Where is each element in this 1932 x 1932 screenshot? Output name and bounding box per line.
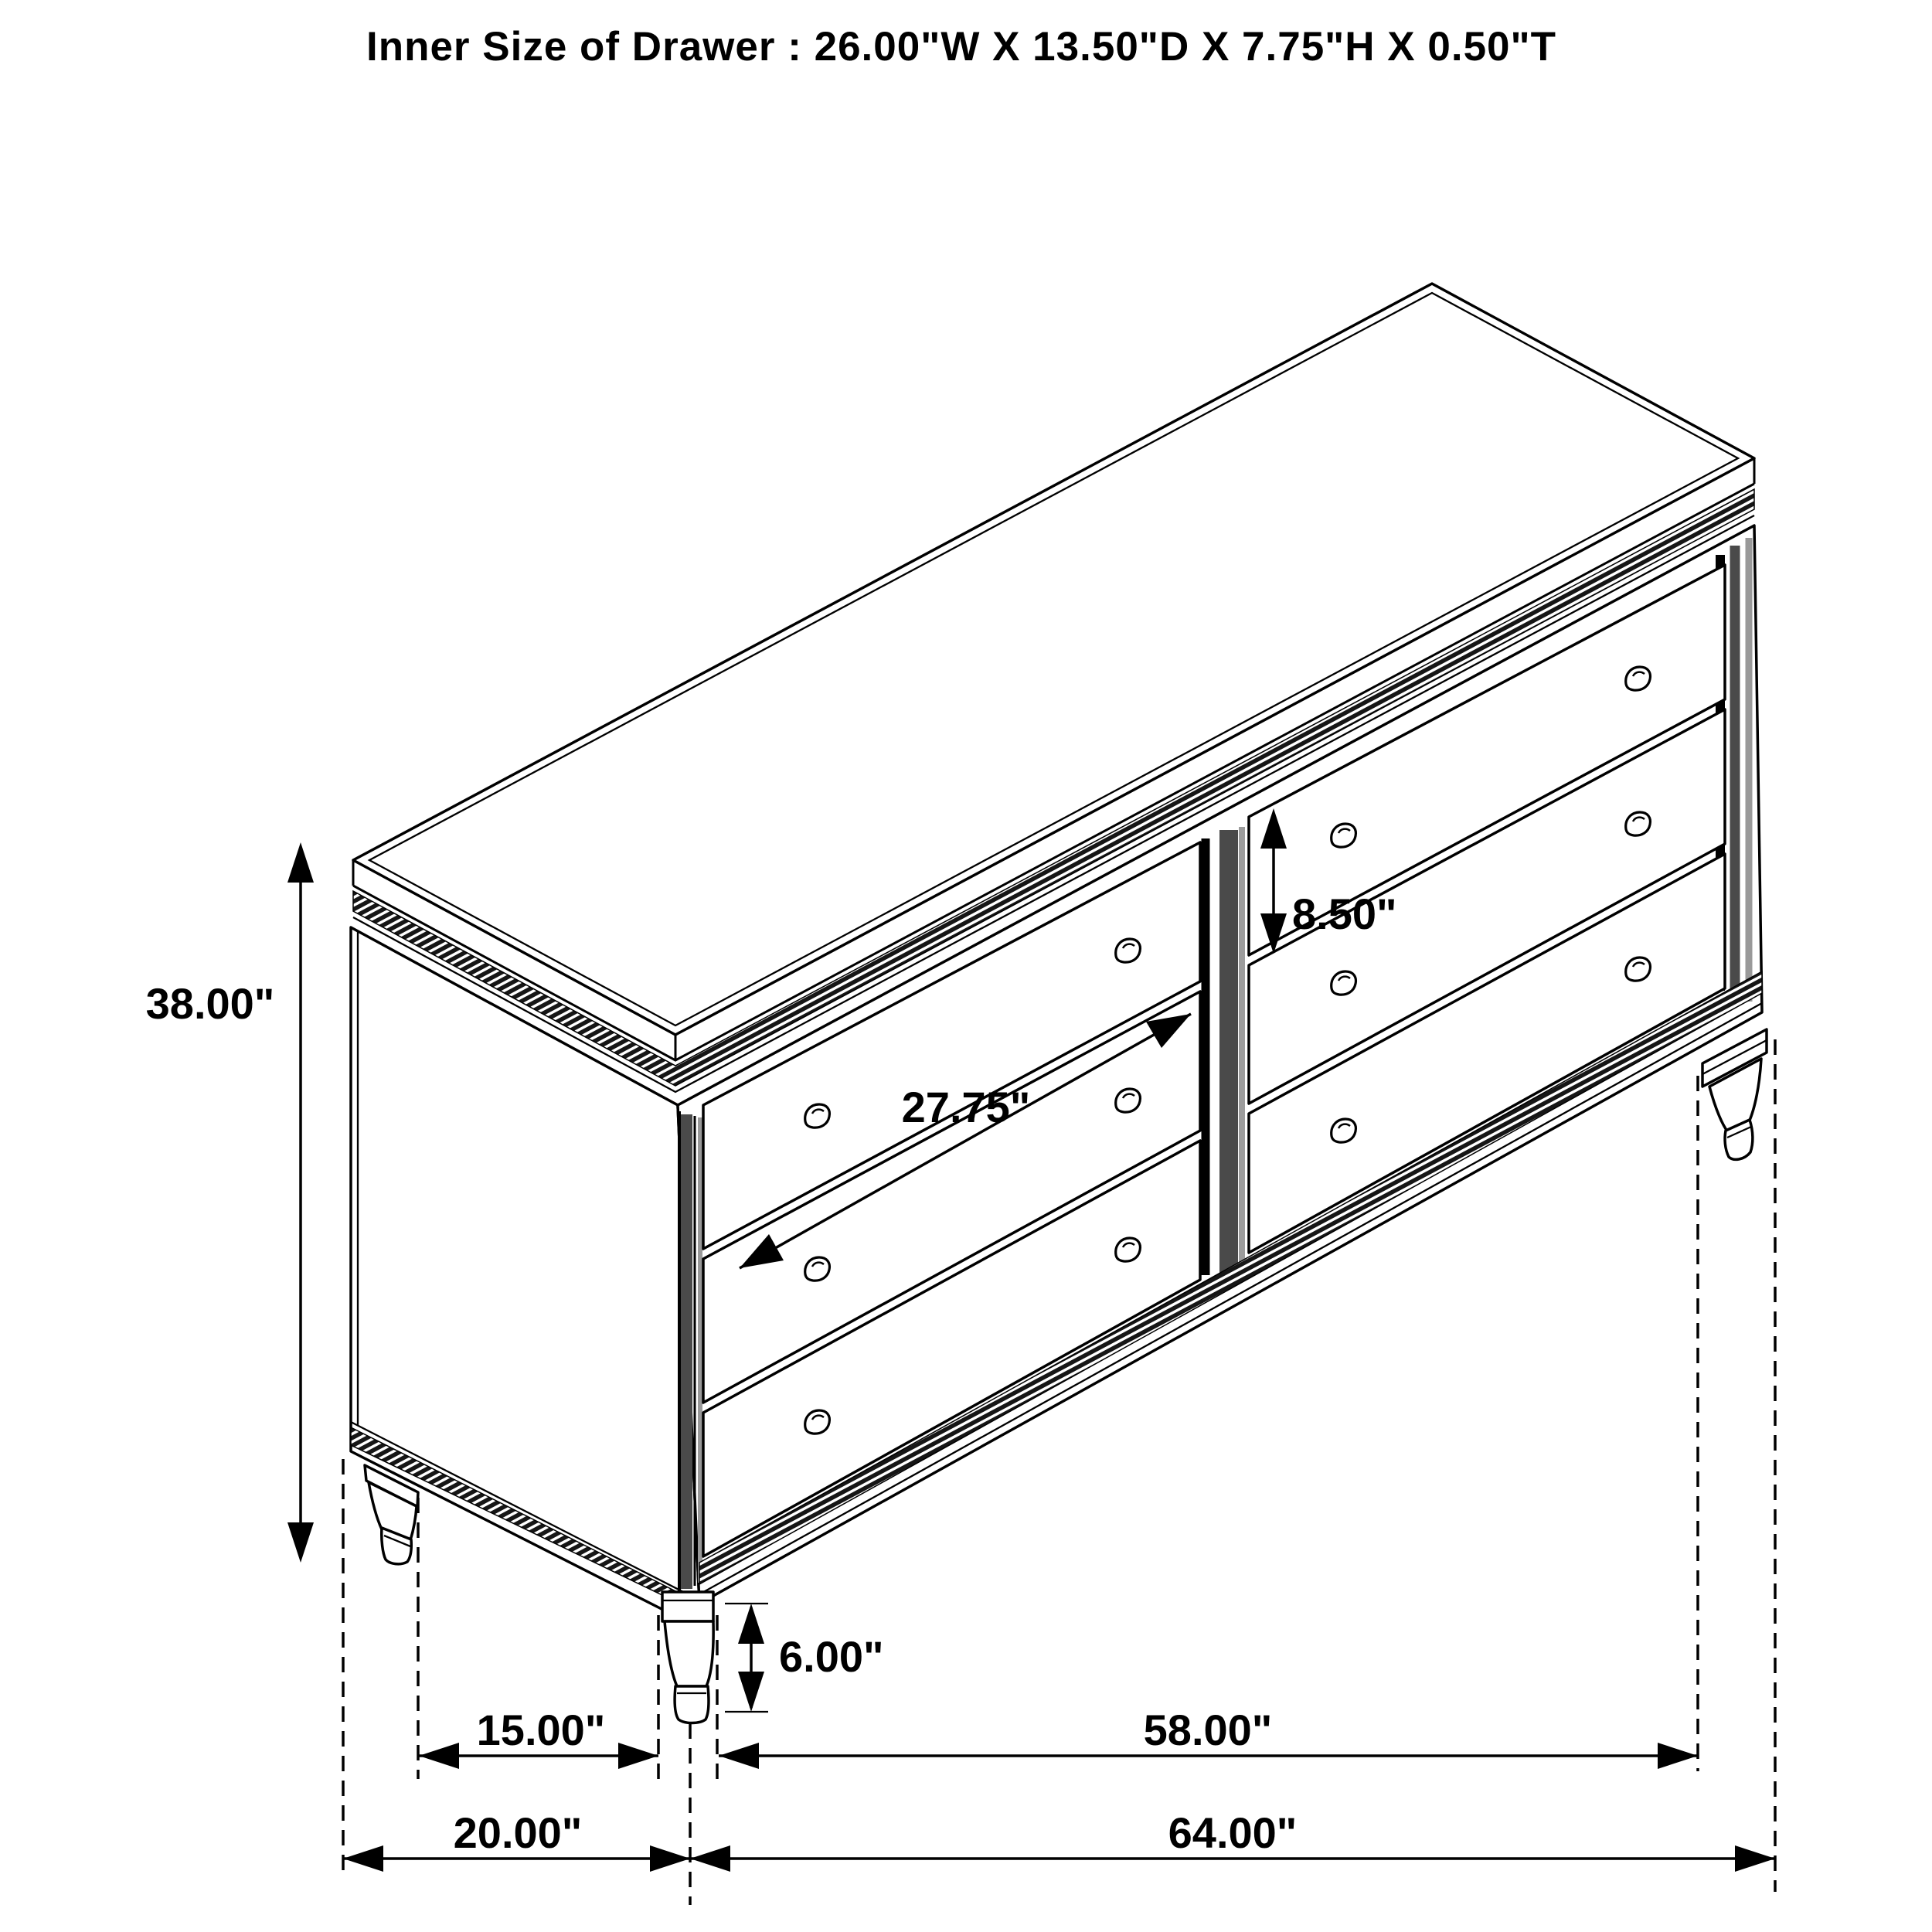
- arrowhead-right-icon: [1658, 1743, 1698, 1769]
- arrowhead-down-icon: [287, 1522, 314, 1563]
- knob-icon: [1332, 971, 1356, 995]
- knob-icon: [1332, 1119, 1356, 1142]
- dimension-depth-between-legs: [419, 1706, 658, 1769]
- knob-icon: [1626, 812, 1651, 835]
- knob-icon: [1332, 824, 1356, 847]
- arrowhead-up-icon: [287, 842, 314, 883]
- dim-label-depth-between-legs: 15.00": [476, 1706, 606, 1754]
- page-title: Inner Size of Drawer : 26.00"W X 13.50"D X 7.75"H X 0.50"T: [366, 24, 1557, 70]
- dim-label-overall-height: 38.00": [145, 979, 275, 1028]
- front-left-leg: [662, 1592, 713, 1723]
- dimension-overall-width: [690, 1808, 1775, 1872]
- knob-icon: [1116, 1089, 1141, 1112]
- dim-label-overall-depth: 20.00": [453, 1808, 583, 1857]
- dim-label-overall-width: 64.00": [1168, 1808, 1298, 1857]
- front-right-leg: [1702, 1029, 1767, 1159]
- dimension-overall-height: [146, 842, 314, 1563]
- knob-icon: [1626, 957, 1651, 981]
- knob-icon: [1626, 667, 1651, 690]
- arrowhead-up-icon: [738, 1604, 764, 1644]
- arrowhead-down-icon: [738, 1672, 764, 1712]
- knob-icon: [805, 1410, 830, 1434]
- dim-label-drawer-width: 27.75": [901, 1083, 1031, 1131]
- leg-collar: [662, 1592, 713, 1621]
- arrowhead-right-icon: [618, 1743, 658, 1769]
- arrowhead-left-icon: [343, 1845, 383, 1872]
- knob-icon: [805, 1257, 830, 1281]
- knob-icon: [805, 1104, 830, 1128]
- dim-label-leg-height: 6.00": [779, 1632, 884, 1681]
- dimension-width-between-legs: [719, 1706, 1698, 1769]
- arrowhead-left-icon: [719, 1743, 759, 1769]
- arrowhead-left-icon: [419, 1743, 459, 1769]
- dim-label-drawer-height: 8.50": [1292, 889, 1397, 938]
- dimension-leg-height: [725, 1604, 884, 1712]
- arrowhead-left-icon: [690, 1845, 730, 1872]
- dim-label-width-between-legs: 58.00": [1143, 1706, 1273, 1754]
- knob-icon: [1116, 1238, 1141, 1261]
- arrowhead-right-icon: [1735, 1845, 1775, 1872]
- knob-icon: [1116, 939, 1141, 962]
- leg-body: [665, 1621, 713, 1686]
- arrowhead-right-icon: [650, 1845, 690, 1872]
- dimension-overall-depth: [343, 1808, 690, 1872]
- leg-foot: [675, 1686, 709, 1723]
